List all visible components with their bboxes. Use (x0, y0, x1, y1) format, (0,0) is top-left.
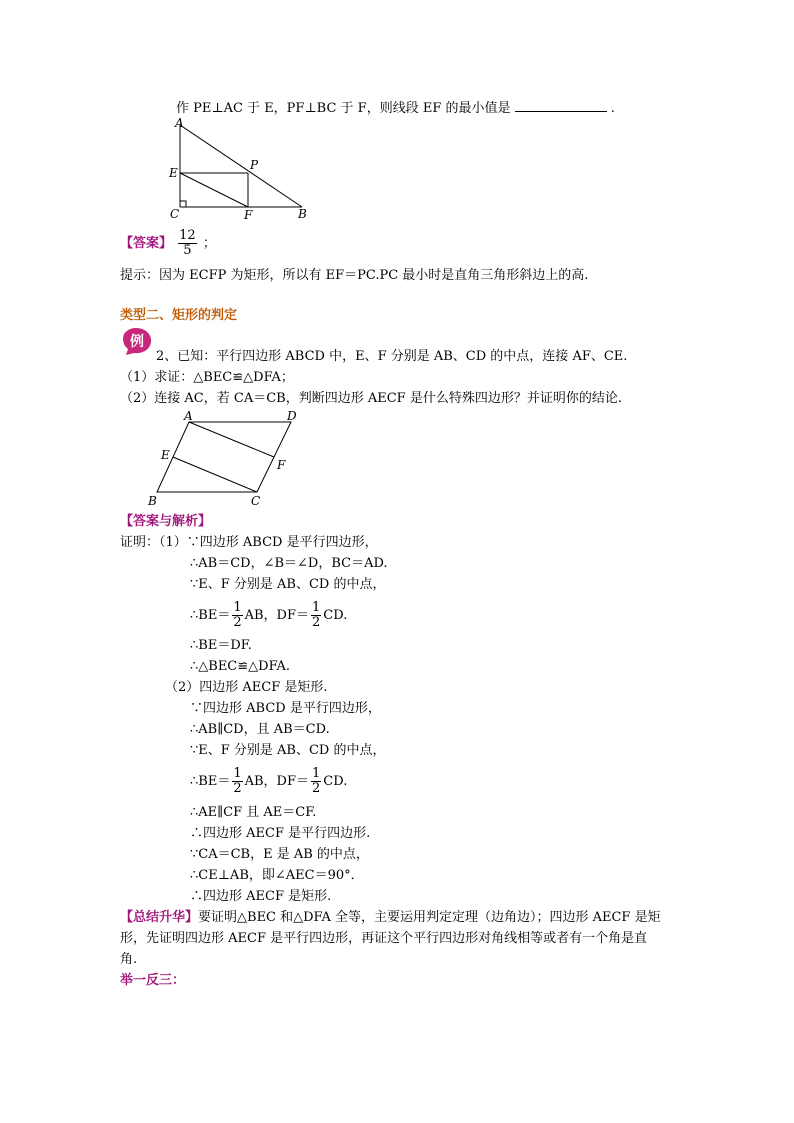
label-d: D (287, 410, 297, 423)
example-part1: （1）求证：△BEC≌△DFA； (120, 370, 294, 385)
summary-line1 (120, 910, 661, 926)
fraction-denominator: 5 (178, 243, 197, 258)
proof2-line5: ∴AE∥CF 且 AE＝CF. (190, 805, 317, 820)
label-a: A (184, 410, 193, 423)
label-c: C (170, 207, 180, 221)
practice-title: 举一反三： (120, 973, 186, 988)
summary-line3: 角. (120, 952, 138, 967)
label-b: B (148, 494, 157, 508)
fraction-denominator: 2 (233, 615, 242, 630)
fraction-denominator: 2 (312, 615, 321, 630)
right-angle-mark (180, 201, 186, 207)
proof2-line4 (190, 764, 347, 800)
half-fraction (311, 767, 321, 796)
segment-ab (180, 125, 302, 207)
proof2-line3: ∵E、F 分别是 AB、CD 的中点， (190, 743, 386, 758)
half-fraction (232, 767, 242, 796)
summary-tag: 【总结升华】 (120, 910, 199, 925)
fraction-denominator: 2 (233, 781, 242, 796)
parallelogram-abcd (157, 422, 291, 492)
label-f: F (244, 208, 253, 222)
segment-ef (180, 173, 248, 207)
proof2-line2: ∴AB∥CD，且 AB＝CD. (190, 722, 330, 737)
label-f: F (277, 458, 286, 472)
proof1-line3-a: ∴BE＝ (190, 608, 231, 623)
fraction-numerator: 1 (312, 600, 321, 615)
example-stem: 2、已知：平行四边形 ABCD 中，E、F 分别是 AB、CD 的中点，连接 AF、CE. (156, 349, 628, 364)
answer-1 (120, 226, 216, 262)
question-text: 作 PE⊥AC 于 E，PF⊥BC 于 F，则线段 EF 的最小值是 (176, 101, 511, 116)
proof1-line5: ∴△BEC≌△DFA. (190, 659, 290, 674)
label-c: C (251, 494, 261, 508)
proof1-line4: ∴BE＝DF. (190, 638, 252, 653)
proof1-line2: ∵E、F 分别是 AB、CD 的中点， (190, 577, 386, 592)
label-a: A (175, 116, 184, 130)
fraction-numerator: 1 (312, 766, 321, 781)
proof1-intro: 证明：（1）∵四边形 ABCD 是平行四边形， (120, 535, 378, 550)
half-fraction (311, 601, 321, 630)
fraction-numerator: 1 (233, 766, 242, 781)
half-fraction (232, 601, 242, 630)
summary-text1: 要证明△BEC 和△DFA 全等，主要运用判定定理（边角边）；四边形 AECF 是矩 (198, 910, 661, 925)
proof2-line4-c: CD. (323, 774, 348, 789)
answer-hint: 提示：因为 ECFP 为矩形，所以有 EF＝PC.PC 最小时是直角三角形斜边上的高. (120, 268, 589, 283)
proof2-line6: ∴四边形 AECF 是平行四边形. (190, 826, 371, 841)
figure-right-triangle (165, 115, 315, 223)
badge-text: 例 (130, 334, 144, 350)
section-title: 类型二、矩形的判定 (120, 308, 238, 323)
label-e: E (169, 166, 178, 180)
label-p: P (250, 158, 259, 172)
answer-fraction (178, 229, 197, 258)
answer-blank (515, 98, 607, 112)
proof2-line8: ∴CE⊥AB，即∠AEC＝90°． (190, 868, 364, 883)
label-b: B (298, 207, 307, 221)
proof1-line3-c: CD. (323, 608, 348, 623)
example-part2: （2）连接 AC，若 CA＝CB，判断四边形 AECF 是什么特殊四边形？并证明你的结论. (120, 391, 622, 406)
proof2-intro: （2）四边形 AECF 是矩形. (165, 680, 328, 695)
proof2-line9: ∴四边形 AECF 是矩形. (190, 889, 332, 904)
fraction-denominator: 2 (312, 781, 321, 796)
proof1-line3 (190, 598, 347, 634)
proof2-line7: ∵CA＝CB，E 是 AB 的中点， (190, 847, 369, 862)
proof1-line3-b: AB，DF＝ (244, 608, 309, 623)
analysis-tag: 【答案与解析】 (120, 514, 212, 529)
answer-suffix: ； (202, 236, 216, 251)
question-end: . (610, 101, 615, 116)
fraction-numerator: 12 (179, 228, 196, 243)
summary-line2: 形，先证明四边形 AECF 是平行四边形，再证这个平行四边形对角线相等或者有一个角是直 (120, 931, 648, 946)
proof2-line4-b: AB，DF＝ (244, 774, 309, 789)
proof2-line1: ∵四边形 ABCD 是平行四边形， (190, 701, 381, 716)
example-badge (120, 326, 154, 356)
fraction-numerator: 1 (233, 600, 242, 615)
segment-ec (173, 457, 257, 492)
label-e: E (161, 448, 170, 462)
proof2-line4-a: ∴BE＝ (190, 774, 231, 789)
proof1-line1: ∴AB＝CD，∠B＝∠D，BC＝AD. (190, 556, 388, 571)
figure-parallelogram (145, 410, 305, 512)
segment-af (189, 422, 274, 457)
answer-tag: 【答案】 (120, 236, 173, 251)
